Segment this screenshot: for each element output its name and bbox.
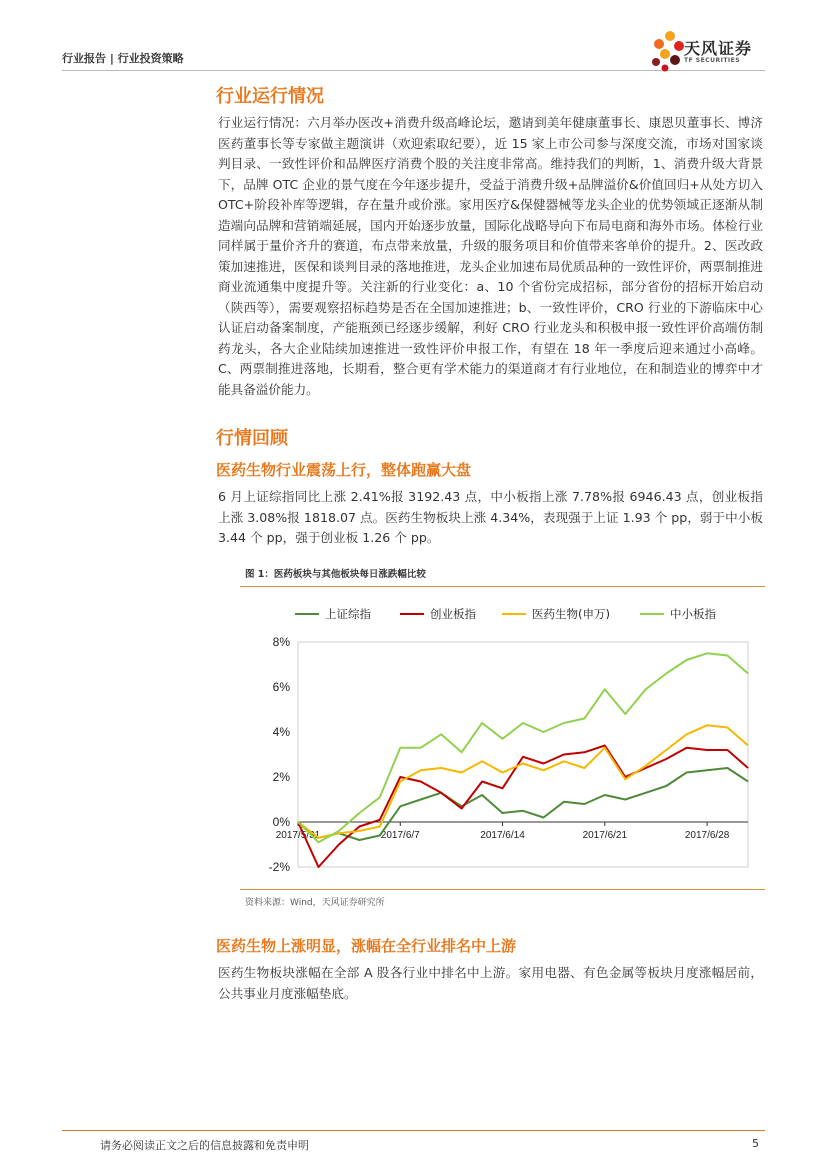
footer-divider	[62, 1130, 765, 1131]
series-line-3	[298, 653, 748, 842]
footer-disclaimer: 请务必阅读正文之后的信息披露和免责申明	[100, 1139, 309, 1152]
report-breadcrumb: 行业报告 | 行业投资策略	[62, 52, 184, 65]
line-chart	[240, 592, 765, 884]
y-tick-label: 4%	[272, 725, 290, 739]
x-tick-label: 2017/5/31	[275, 830, 321, 841]
y-tick-label: 8%	[272, 635, 290, 649]
y-tick-label: 0%	[272, 815, 290, 829]
y-tick-label: 6%	[272, 680, 290, 694]
section-title-industry-operation: 行业运行情况	[216, 86, 324, 107]
market-review-paragraph: 6 月上证综指同比上涨 2.41%报 3192.43 点，中小板指上涨 7.78%报 6946.43 点，创业板指上涨 3.08%报 1818.07 点。医药生物板块上涨 4.34%，表现强于上证 1.93 个 pp，弱于中小板 3.44 个 pp，强于创业板 1.26 个 pp。	[218, 489, 763, 545]
x-tick-label: 2017/6/7	[380, 830, 420, 841]
legend-label-1: 创业板指	[430, 607, 476, 621]
subsection-title-2: 医药生物上涨明显，涨幅在全行业排名中上游	[216, 937, 517, 955]
legend-label-2: 医药生物(申万)	[532, 607, 610, 621]
legend-label-0: 上证综指	[325, 607, 371, 621]
y-tick-label: -2%	[268, 860, 290, 874]
y-tick-label: 2%	[272, 770, 290, 784]
chart-top-rule	[240, 586, 765, 587]
industry-operation-paragraph: 行业运行情况：六月举办医改+消费升级高峰论坛，邀请到美年健康董事长、康恩贝董事长、博济医药董事长等专家做主题演讲（欢迎索取纪要），近 15 家上市公司参与深度交流，市场对国家谈判目录、一致性评价和品牌医疗消费个股的关注度非常高。维持我们的判断，1、消费升级大背景下，品牌 OTC 企业的景气度在今年逐步提升，受益于消费升级+品牌溢价&价值回归+从处方切入 OTC+阶段补库等逻辑，存在量升或价涨。家用医疗&保健器械等龙头企业的优势领域正逐渐从制造端向品牌和营销端延展，国内开始逐步放量，国际化战略导向下布局电商和海外市场。体检行业同样属于量价齐升的赛道，布点带来放量，升级的服务项目和价值带来客单价的提升。2、医改政策加速推进，医保和谈判目录的落地推进，龙头企业加速布局优质品种的一致性评价，两票制推进商业流通集中度提升等。关注新的行业变化：a、10 个省份完成招标，部分省份的招标开始启动（陕西等），需要观察招标趋势是否在全国加速推进；b、一致性评价，CRO 行业的下游临床中心认证启动备案制度，产能瓶颈已经逐步缓解，利好 CRO 行业龙头和积极申报一致性评价高端仿制药龙头，各大企业陆续加速推进一致性评价申报工作，有望在 18 年一季度后迎来通过小高峰。C、两票制推进落地，长期看，整合更有学术能力的渠道商才有行业地位，在和制造业的博弈中才能具备溢价能力。	[218, 115, 763, 397]
series-line-2	[298, 725, 748, 838]
x-tick-label: 2017/6/28	[684, 830, 730, 841]
industry-ranking-paragraph: 医药生物板块涨幅在全部 A 股各行业中排名中上游。家用电器、有色金属等板块月度涨幅居前，公共事业月度涨幅垫底。	[218, 965, 763, 1001]
section-title-market-review: 行情回顾	[216, 428, 288, 449]
chart-source: 资料来源：Wind，天风证券研究所	[245, 898, 385, 908]
chart-bottom-rule	[240, 889, 765, 890]
logo-text-cn: 天风证券	[684, 39, 753, 58]
subsection-title-1: 医药生物行业震荡上行，整体跑赢大盘	[216, 461, 472, 479]
x-tick-label: 2017/6/14	[480, 830, 525, 841]
x-tick-label: 2017/6/21	[582, 830, 628, 841]
legend-label-3: 中小板指	[670, 607, 716, 621]
page-number: 5	[752, 1137, 759, 1150]
logo-text-en: TF SECURITIES	[684, 57, 741, 64]
chart-title: 图 1：医药板块与其他板块每日涨跌幅比较	[245, 569, 426, 580]
